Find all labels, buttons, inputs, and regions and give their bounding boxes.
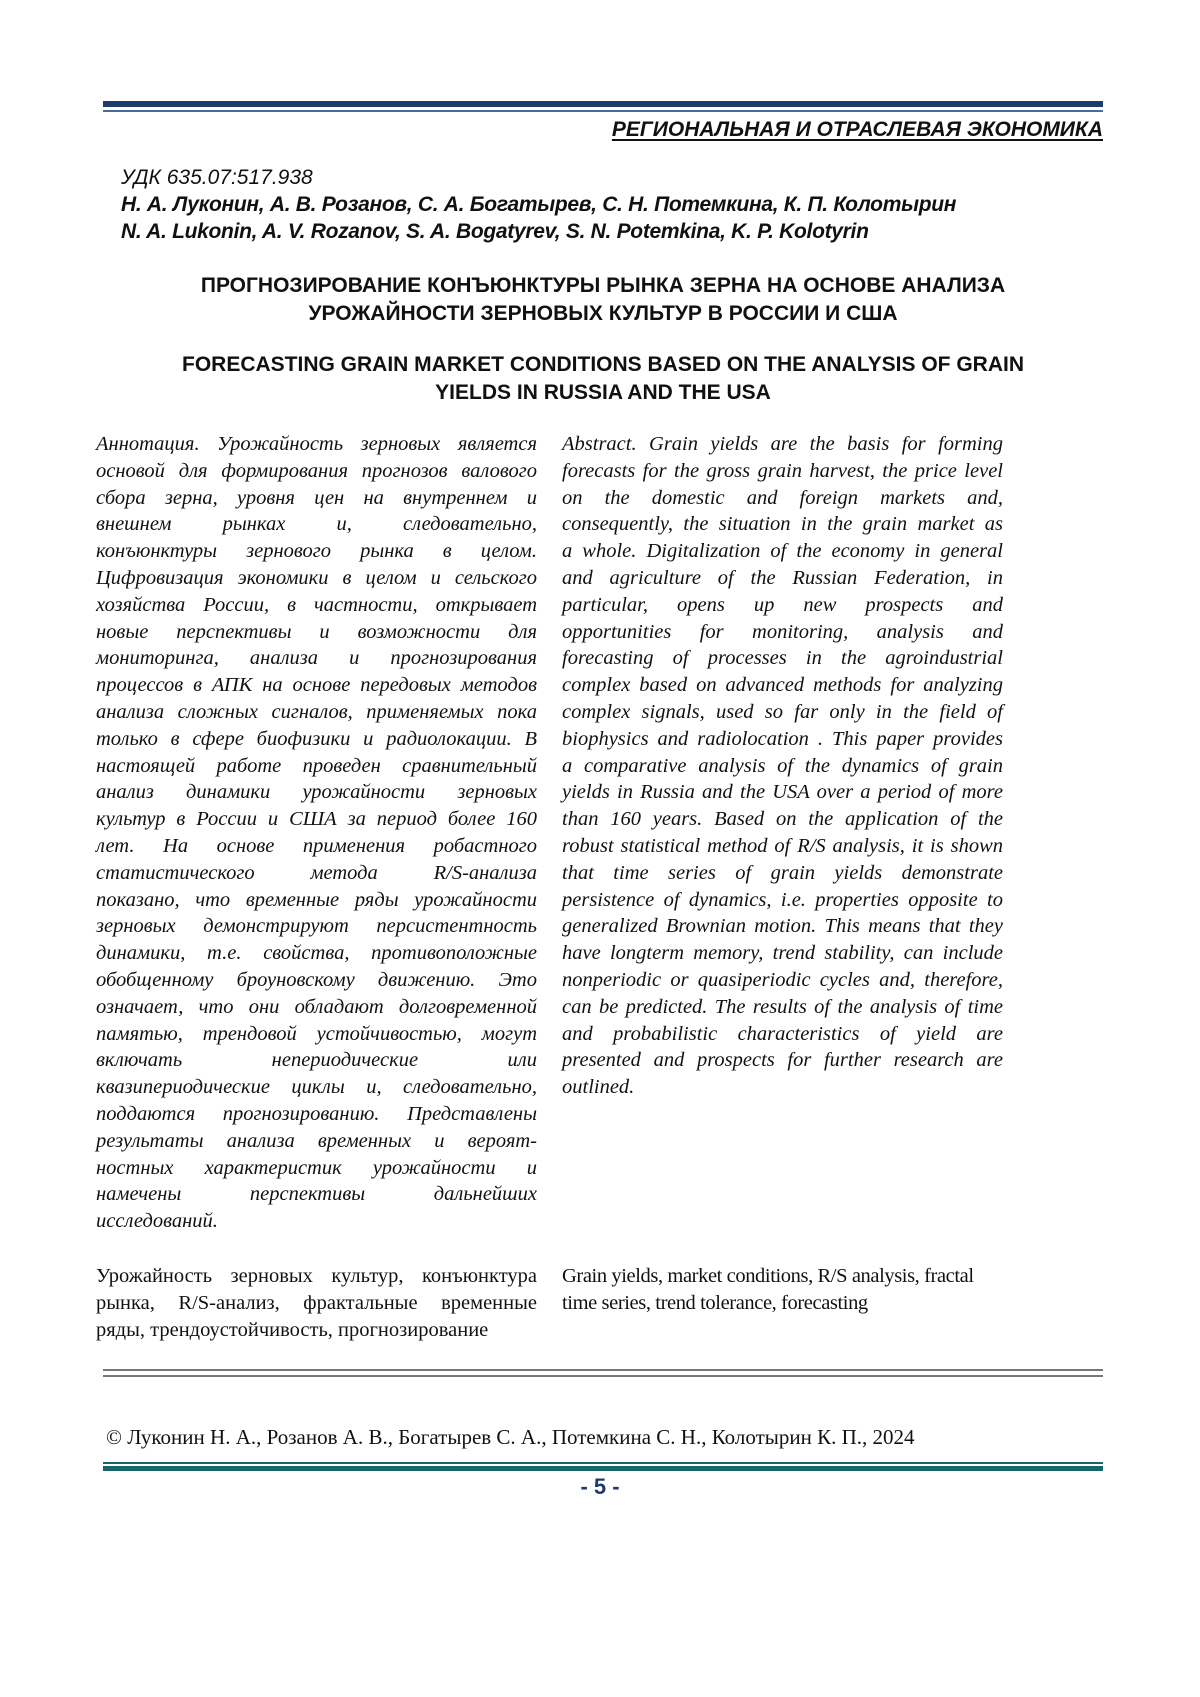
abstract-en [562,431,1003,1101]
abstract-en-line: complex signals, used so far only in the field of [562,699,1003,726]
abstract-ru-line: памятью, трендовой устойчивостью, могут [96,1021,537,1048]
abstract-ru-line: анализа сложных сигналов, применяемых пока [96,699,537,726]
abstract-ru-line: исследований. [96,1208,537,1235]
abstract-ru-line: настоящей работе проведен сравнительный [96,753,537,780]
footer-rule-top [103,1369,1103,1371]
title-en-line: YIELDS IN RUSSIA AND THE USA [103,379,1103,407]
abstract-en-line: nonperiodic or quasiperiodic cycles and, therefore, [562,967,1003,994]
header-rule-thin [103,110,1103,112]
abstract-en-line: a comparative analysis of the dynamics of grain [562,753,1003,780]
title-en-line: FORECASTING GRAIN MARKET CONDITIONS BASED ON THE ANALYSIS OF GRAIN [103,351,1103,379]
title-ru [103,272,1103,328]
abstract-en-line: generalized Brownian motion. This means that they [562,913,1003,940]
abstract-ru-line: результаты анализа временных и вероят- [96,1128,537,1155]
copyright: © Луконин Н. А., Розанов А. В., Богатырев С. А., Потемкина С. Н., Колотырин К. П., 2024 [106,1425,915,1450]
abstract-en-line: and probabilistic characteristics of yield are [562,1021,1003,1048]
keywords-en [562,1263,1003,1317]
abstract-en-line: particular, opens up new prospects and [562,592,1003,619]
abstract-en-line: biophysics and radiolocation . This paper provides [562,726,1003,753]
page-rule-thick [103,1466,1103,1471]
abstract-ru-line: поддаются прогнозированию. Представлены [96,1101,537,1128]
keywords-ru [96,1263,537,1343]
abstract-en-line: can be predicted. The results of the analysis of time [562,994,1003,1021]
abstract-ru-line: внешнем рынках и, следовательно, [96,511,537,538]
abstract-ru-line: культур в России и США за период более 160 [96,806,537,833]
abstract-en-line: outlined. [562,1074,1003,1101]
abstract-en-line: and agriculture of the Russian Federation, in [562,565,1003,592]
title-ru-line: УРОЖАЙНОСТИ ЗЕРНОВЫХ КУЛЬТУР В РОССИИ И США [103,300,1103,328]
abstract-ru-line: Аннотация. Урожайность зерновых является [96,431,537,458]
title-en [103,351,1103,407]
abstract-en-line: complex based on advanced methods for analyzing [562,672,1003,699]
abstract-ru-line: лет. На основе применения робастного [96,833,537,860]
abstract-en-line: robust statistical method of R/S analysis, it is shown [562,833,1003,860]
abstract-en-line: Abstract. Grain yields are the basis for forming [562,431,1003,458]
page-rule-thin [103,1462,1103,1464]
header-rule-thick [103,101,1103,107]
abstract-ru-line: анализ динамики урожайности зерновых [96,779,537,806]
abstract-ru-line: новые перспективы и возможности для [96,619,537,646]
footer-rule-bottom [103,1375,1103,1377]
abstract-en-line: presented and prospects for further research are [562,1047,1003,1074]
abstract-ru-line: квазипериодические циклы и, следовательно, [96,1074,537,1101]
abstract-en-line: forecasts for the gross grain harvest, the price level [562,458,1003,485]
abstract-en-line: yields in Russia and the USA over a period of more [562,779,1003,806]
abstract-en-line: a whole. Digitalization of the economy in general [562,538,1003,565]
abstract-en-line: opportunities for monitoring, analysis and [562,619,1003,646]
abstract-ru-line: сбора зерна, уровня цен на внутреннем и [96,485,537,512]
abstract-ru-line: конъюнктуры зернового рынка в целом. [96,538,537,565]
abstract-ru-line: обобщенному броуновскому движению. Это [96,967,537,994]
abstract-ru-line: динамики, т.е. свойства, противоположные [96,940,537,967]
keywords-ru-line: ряды, трендоустойчивость, прогнозирование [96,1317,537,1344]
abstract-ru-line: намечены перспективы дальнейших [96,1181,537,1208]
abstract-ru-line: показано, что временные ряды урожайности [96,887,537,914]
authors-ru: Н. А. Луконин, А. В. Розанов, С. А. Богатырев, С. Н. Потемкина, К. П. Колотырин [121,193,956,217]
authors-en: N. A. Lukonin, A. V. Rozanov, S. A. Bogatyrev, S. N. Potemkina, K. P. Kolotyrin [121,220,869,244]
abstract-ru-line: ностных характеристик урожайности и [96,1155,537,1182]
abstract-ru-line: означает, что они обладают долговременной [96,994,537,1021]
abstract-ru-line: включать непериодические или [96,1047,537,1074]
abstract-ru-line: мониторинга, анализа и прогнозирования [96,645,537,672]
abstract-ru-line: основой для формирования прогнозов валового [96,458,537,485]
keywords-en-line: Grain yields, market conditions, R/S analysis, fractal [562,1263,1003,1290]
abstract-en-line: on the domestic and foreign markets and, [562,485,1003,512]
title-ru-line: ПРОГНОЗИРОВАНИЕ КОНЪЮНКТУРЫ РЫНКА ЗЕРНА НА ОСНОВЕ АНАЛИЗА [103,272,1103,300]
abstract-en-line: than 160 years. Based on the application of the [562,806,1003,833]
abstract-ru-line: хозяйства России, в частности, открывает [96,592,537,619]
abstract-ru-line: процессов в АПК на основе передовых методов [96,672,537,699]
page-number: - 5 - [0,1474,1200,1500]
abstract-en-line: persistence of dynamics, i.e. properties opposite to [562,887,1003,914]
journal-section-title: РЕГИОНАЛЬНАЯ И ОТРАСЛЕВАЯ ЭКОНОМИКА [612,118,1103,142]
abstract-ru-line: статистического метода R/S-анализа [96,860,537,887]
abstract-ru [96,431,537,1235]
keywords-ru-line: Урожайность зерновых культур, конъюнктура [96,1263,537,1290]
abstract-ru-line: только в сфере биофизики и радиолокации. В [96,726,537,753]
keywords-ru-line: рынка, R/S-анализ, фрактальные временные [96,1290,537,1317]
abstract-en-line: have longterm memory, trend stability, can include [562,940,1003,967]
abstract-ru-line: Цифровизация экономики в целом и сельского [96,565,537,592]
udk-code: УДК 635.07:517.938 [121,166,313,190]
abstract-en-line: that time series of grain yields demonstrate [562,860,1003,887]
keywords-en-line: time series, trend tolerance, forecasting [562,1290,1003,1317]
abstract-en-line: forecasting of processes in the agroindustrial [562,645,1003,672]
abstract-ru-line: зерновых демонстрируют персистентность [96,913,537,940]
abstract-en-line: consequently, the situation in the grain market as [562,511,1003,538]
